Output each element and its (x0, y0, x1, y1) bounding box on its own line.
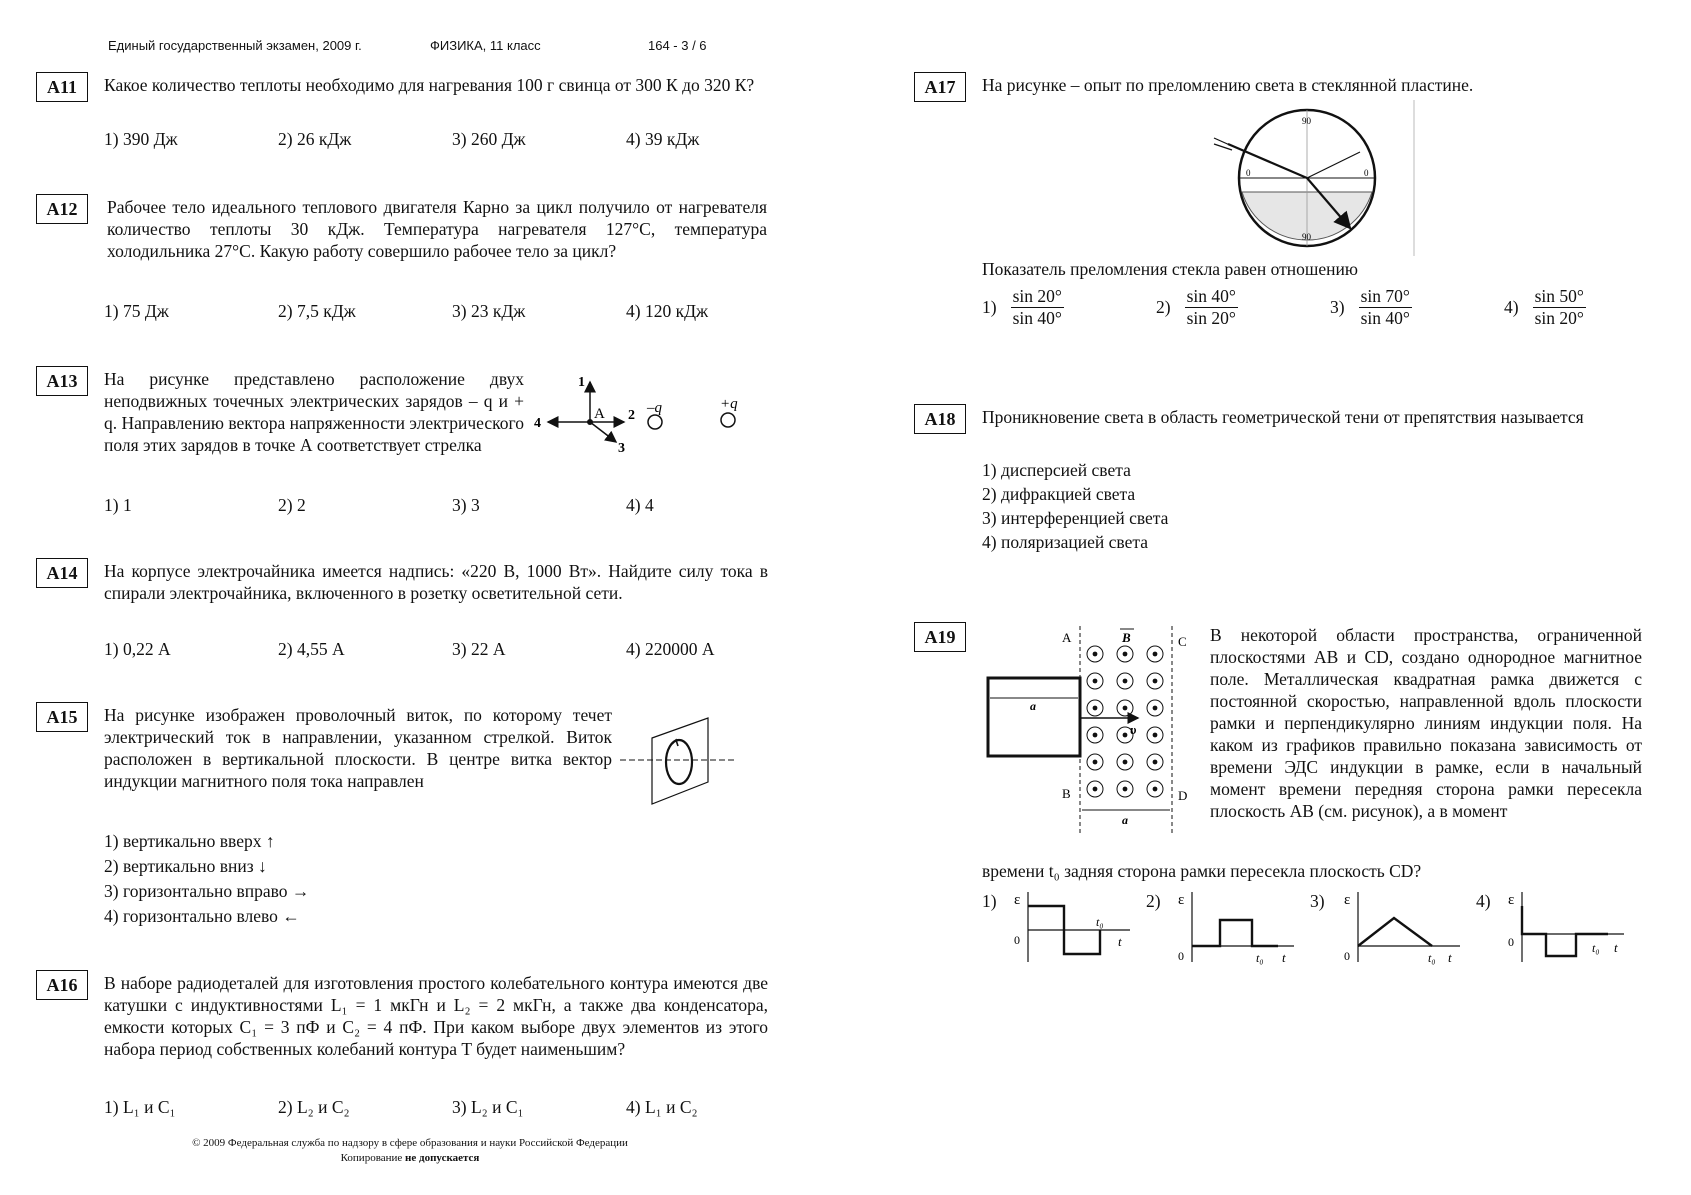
graph-3-t: t (1448, 950, 1452, 965)
task-text-a19: В некоторой области пространства, ограниченной плоскостями AB и CD, создано однородное магнитное поле. Металлическая квадратная рамка движется с постоянной скоростью, направленной вдоль плоскости рамки и перпендикулярно линиям индукции поля. На каком из графиков правильно показана зависимость от времени ЭДС индукции в рамке, если в начальный момент времени передняя сторона рамки пересекла плоскость AB (см. рисунок), а в момент (1210, 625, 1642, 821)
refraction-diagram (1210, 100, 1420, 258)
graph-2-t0: t₀ (1256, 951, 1264, 965)
task-label-a15: A15 (36, 702, 88, 732)
task-text-a17: На рисунке – опыт по преломлению света в стеклянной пластине. (982, 75, 1474, 95)
option-a11-1: 1) 390 Дж (104, 129, 178, 149)
option-a17-3 (1330, 286, 1412, 329)
graph-3-emf-label: ε (1344, 892, 1351, 908)
task-label-a13: A13 (36, 366, 88, 396)
option-a18-1: 1) дисперсией света (982, 460, 1131, 480)
option-a15-3: 3) горизонтально вправо → (104, 881, 310, 901)
option-a17-2 (1156, 286, 1238, 329)
numerator: sin 70° (1360, 286, 1410, 306)
option-a17-4-num: 4) (1504, 297, 1519, 317)
arrow-label-1: 1 (578, 375, 585, 390)
graph-1-t0: t₀ (1096, 915, 1104, 929)
option-a17-3-num: 3) (1330, 297, 1345, 317)
graph-a19-3-num: 3) (1310, 891, 1325, 911)
task-text2-a17: Показатель преломления стекла равен отношению (982, 259, 1358, 279)
scale-label-left: 0 (1246, 168, 1251, 178)
graph-a19-1 (1006, 886, 1134, 966)
fraction-a17-4 (1533, 286, 1586, 329)
fraction-a17-2 (1185, 286, 1238, 329)
graph-2-curve (1192, 920, 1278, 946)
graph-2-t: t (1282, 950, 1286, 965)
denominator: sin 40° (1012, 308, 1062, 328)
positive-charge-label: +q (720, 396, 738, 412)
task-text-a15: На рисунке изображен проволочный виток, по которому течет электрический ток в направлении, указанном стрелкой. Виток расположен в вертикальной плоскости. В центре витка вектор индукции магнитного поля тока направлен (104, 705, 612, 791)
option-a14-4: 4) 220000 А (626, 639, 715, 659)
graph-4-emf-label: ε (1508, 892, 1515, 908)
option-a17-4 (1504, 286, 1586, 329)
field-points (1087, 646, 1163, 797)
option-a15-2: 2) вертикально вниз ↓ (104, 856, 267, 876)
option-a12-3: 3) 23 кДж (452, 301, 526, 321)
vertical-plane (652, 718, 708, 804)
velocity-label: υ (1130, 722, 1137, 737)
graph-4-zero: 0 (1508, 935, 1514, 949)
arrow-label-4: 4 (534, 416, 541, 431)
graph-1-zero: 0 (1014, 933, 1020, 947)
scale-label-right: 0 (1364, 168, 1369, 178)
field-width-label: a (1122, 813, 1128, 827)
option-a17-1 (982, 286, 1064, 329)
point-a-label: A (594, 406, 605, 422)
denominator: sin 20° (1186, 308, 1236, 328)
graph-3-curve (1358, 918, 1432, 946)
option-a12-4: 4) 120 кДж (626, 301, 709, 321)
fraction-a17-1 (1011, 286, 1064, 329)
footer-copy-notice (160, 1151, 660, 1165)
graph-1-emf-label: ε (1014, 892, 1021, 908)
option-a14-1: 1) 0,22 А (104, 639, 171, 659)
header-exam: Единый государственный экзамен, 2009 г. (108, 38, 362, 53)
option-a13-4: 4) 4 (626, 495, 654, 515)
graph-a19-1-num: 1) (982, 891, 997, 911)
square-frame (988, 678, 1080, 756)
denominator: sin 40° (1360, 308, 1410, 328)
option-a18-4: 4) поляризацией света (982, 532, 1148, 552)
footer-copy-bold: не допускается (405, 1152, 480, 1164)
task-text2-a19: времени t₀ задняя сторона рамки пересекла плоскость CD? (982, 861, 1422, 881)
option-a15-4: 4) горизонтально влево ← (104, 906, 300, 926)
option-a11-2: 2) 26 кДж (278, 129, 352, 149)
arrow-3 (590, 422, 616, 442)
task-label-a17: A17 (914, 72, 966, 102)
option-a18-2: 2) дифракцией света (982, 484, 1136, 504)
option-a17-2-num: 2) (1156, 297, 1171, 317)
task-label-a14: A14 (36, 558, 88, 588)
fraction-a17-3 (1359, 286, 1412, 329)
scale-label-top: 90 (1302, 116, 1311, 126)
option-a13-2: 2) 2 (278, 495, 306, 515)
task-text-a18: Проникновение света в область геометрической тени от препятствия называется (982, 407, 1584, 427)
option-a16-1: 1) L₁ и C₁ (104, 1097, 176, 1117)
footer-copy-text: Копирование (340, 1152, 406, 1164)
option-a13-1: 1) 1 (104, 495, 132, 515)
negative-charge-label: –q (647, 400, 662, 416)
option-a14-2: 2) 4,55 А (278, 639, 345, 659)
label-b: B (1062, 786, 1071, 801)
graph-3-t0: t₀ (1428, 951, 1436, 965)
frame-side-label: a (1030, 699, 1036, 713)
numerator: sin 20° (1012, 286, 1062, 306)
task-text-a14: На корпусе электрочайника имеется надпись: «220 В, 1000 Вт». Найдите силу тока в спирали электрочайника, включенного в розетку осветительной сети. (104, 561, 768, 603)
graph-2-emf-label: ε (1178, 892, 1185, 908)
graph-a19-4 (1500, 886, 1628, 966)
task-text-a13: На рисунке представлено расположение двух неподвижных точечных электрических зарядов – q и + q. Направлению вектора напряженности электрического поля этих зарядов в точке А соответствует стрелка (104, 369, 524, 455)
option-a12-2: 2) 7,5 кДж (278, 301, 356, 321)
option-a16-4: 4) L₁ и C₂ (626, 1097, 698, 1117)
task-label-a18: A18 (914, 404, 966, 434)
option-a18-3: 3) интерференцией света (982, 508, 1169, 528)
reflected-ray (1307, 152, 1360, 178)
graph-2-zero: 0 (1178, 949, 1184, 963)
graph-4-t0: t₀ (1592, 941, 1600, 955)
task-label-a11: A11 (36, 72, 88, 102)
denominator: sin 20° (1534, 308, 1584, 328)
graph-3-zero: 0 (1344, 949, 1350, 963)
scale-label-bottom: 90 (1302, 232, 1311, 242)
task-label-a12: A12 (36, 194, 88, 224)
option-a14-3: 3) 22 А (452, 639, 506, 659)
option-a15-1: 1) вертикально вверх ↑ (104, 831, 275, 851)
option-a16-3: 3) L₂ и C₁ (452, 1097, 524, 1117)
footer-copyright: © 2009 Федеральная служба по надзору в сфере образования и науки Российской Федерации (192, 1137, 628, 1149)
task-text-a11: Какое количество теплоты необходимо для нагревания 100 г свинца от 300 К до 320 К? (104, 75, 755, 95)
numerator: sin 50° (1534, 286, 1584, 306)
field-vector-label: B (1122, 630, 1131, 645)
task-text-a16: В наборе радиодеталей для изготовления простого колебательного контура имеются две катушки с индуктивностями L₁ = 1 мкГн и L₂ = 2 мкГн, а также два конденсатора, емкости которых C₁ = 3 пФ и C₂ = 4 пФ. При каком выборе двух элементов из этого набора период собственных колебаний контура T будет наименьшим? (104, 973, 768, 1059)
point-a (587, 419, 593, 425)
label-d: D (1178, 788, 1188, 803)
arrow-label-2: 2 (628, 408, 635, 423)
graph-1-t: t (1118, 934, 1122, 949)
graph-a19-4-num: 4) (1476, 891, 1491, 911)
option-a13-3: 3) 3 (452, 495, 480, 515)
option-a11-4: 4) 39 кДж (626, 129, 700, 149)
graph-4-t: t (1614, 940, 1618, 955)
option-a17-1-num: 1) (982, 297, 997, 317)
negative-charge (648, 415, 662, 429)
charges-diagram (534, 374, 764, 454)
option-a11-3: 3) 260 Дж (452, 129, 526, 149)
label-a: A (1062, 630, 1072, 645)
header-subject: ФИЗИКА, 11 класс (430, 38, 541, 53)
task-label-a19: A19 (914, 622, 966, 652)
numerator: sin 40° (1186, 286, 1236, 306)
graph-a19-2 (1170, 886, 1298, 966)
option-a16-2: 2) L₂ и C₂ (278, 1097, 350, 1117)
wire-loop-diagram (620, 708, 740, 808)
positive-charge (721, 413, 735, 427)
option-a12-1: 1) 75 Дж (104, 301, 169, 321)
graph-a19-2-num: 2) (1146, 891, 1161, 911)
wire-loop (666, 740, 692, 784)
current-arrow (672, 740, 678, 746)
task-label-a16: A16 (36, 970, 88, 1000)
label-c: C (1178, 634, 1187, 649)
task-text-a12: Рабочее тело идеального теплового двигателя Карно за цикл получило от нагревателя количество теплоты 30 кДж. Температура нагревателя 127°С, температура холодильника 27°С. Какую работу совершило рабочее тело за цикл? (107, 197, 767, 261)
magnetic-field-diagram (982, 620, 1202, 840)
header-page: 164 - 3 / 6 (648, 38, 707, 53)
graph-a19-3 (1336, 886, 1464, 966)
arrow-label-3: 3 (618, 441, 625, 454)
